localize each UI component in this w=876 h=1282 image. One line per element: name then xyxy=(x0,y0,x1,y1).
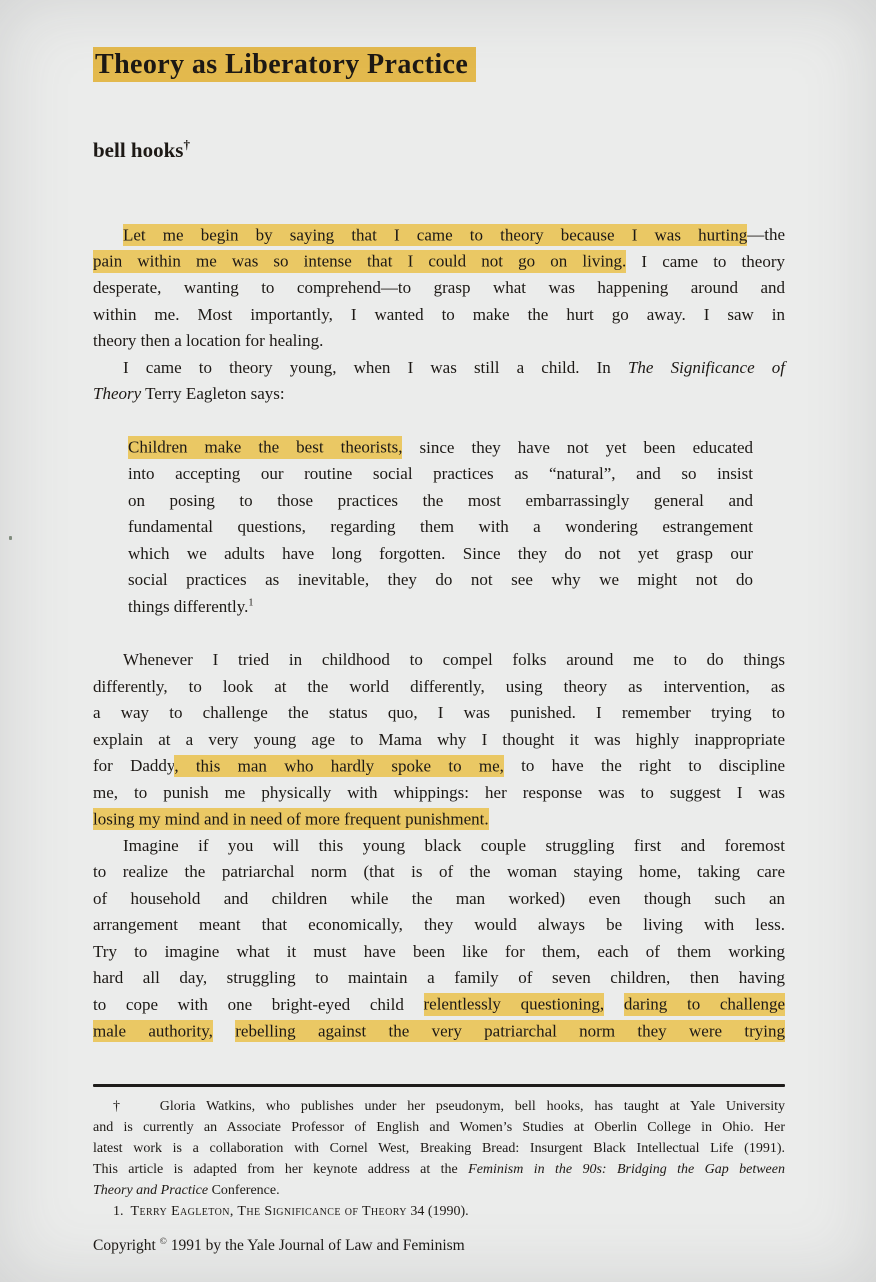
author-line xyxy=(93,131,785,164)
paragraph-2 xyxy=(93,355,785,408)
highlighted-text: relentlessly questioning, xyxy=(423,994,605,1014)
text-line xyxy=(128,594,753,621)
text-line xyxy=(93,833,785,860)
highlighted-text: male authority, xyxy=(93,1021,213,1040)
text-segment: latest work is a collaboration with Cornel West, Breaking Bread: Insurgent Black Intellectual Life (1991). xyxy=(93,1140,785,1156)
text-segment: arrangement meant that economically, they would always be living with less. xyxy=(93,915,785,934)
highlighted-text: losing my mind and in need of more frequent punishment. xyxy=(93,809,489,828)
superscript-marker: © xyxy=(159,1236,167,1247)
text-line xyxy=(93,859,785,886)
text-segment: Conference. xyxy=(208,1182,280,1198)
text-segment: 1. xyxy=(113,1203,131,1219)
article-title xyxy=(93,48,785,81)
text-line xyxy=(128,541,753,568)
highlighted-text: rebelling against the very patriarchal norm they were trying xyxy=(235,1021,785,1040)
text-segment: of household and children while the man worked) even though such an xyxy=(93,888,785,908)
text-segment: since they have not yet been educated xyxy=(402,437,753,457)
text-line xyxy=(93,1159,785,1180)
text-line xyxy=(93,328,785,355)
text-line xyxy=(128,514,753,541)
title-highlight: Theory as Liberatory Practice xyxy=(93,47,476,82)
text-segment: to realize the patriarchal norm (that is of the woman staying home, taking care xyxy=(93,862,785,881)
text-segment: hard all day, struggling to maintain a family of seven children, then having xyxy=(93,968,785,987)
text-segment: fundamental questions, regarding them with a wondering estrangement xyxy=(128,517,753,536)
text-segment xyxy=(213,1021,235,1040)
text-segment: which we adults have long forgotten. Since they do not yet grasp our xyxy=(128,543,753,563)
text-segment: † Gloria Watkins, who publishes under her pseudonym, bell hooks, has taught at Yale University xyxy=(113,1098,785,1114)
text-line xyxy=(93,780,785,807)
text-segment: for Daddy xyxy=(93,756,175,775)
highlighted-text: Let me begin by saying that I came to theory because I was hurting xyxy=(123,225,748,244)
superscript-marker: 1 xyxy=(248,596,254,608)
text-segment: —the xyxy=(747,225,785,244)
text-line xyxy=(128,461,753,488)
paragraph-4 xyxy=(93,833,785,1045)
text-segment: 1991 by the Yale Journal of Law and Feminism xyxy=(166,1236,465,1254)
text-segment: Imagine if you will this young black couple struggling first and foremost xyxy=(123,835,785,855)
text-segment: and is currently an Associate Professor of English and Women’s Studies at Oberlin College in Ohio. Her xyxy=(93,1119,785,1135)
footnote-separator xyxy=(93,1084,785,1087)
text-line xyxy=(93,727,785,754)
text-segment: Try to imagine what it must have been like for them, each of them working xyxy=(93,941,785,961)
text-line xyxy=(93,806,785,833)
text-segment: This article is adapted from her keynote address at the xyxy=(93,1161,469,1177)
text-segment: into accepting our routine social practices as “natural”, and so insist xyxy=(128,464,753,483)
text-line xyxy=(93,700,785,727)
text-line xyxy=(128,567,753,594)
text-segment xyxy=(604,995,624,1014)
text-segment: 34 (1990). xyxy=(406,1203,469,1219)
eagleton-block-quote xyxy=(93,435,785,621)
text-line xyxy=(93,965,785,992)
text-segment: Whenever I tried in childhood to compel folks around me to do things xyxy=(123,650,785,669)
paragraph-3 xyxy=(93,647,785,833)
text-segment: desperate, wanting to comprehend—to grasp what was happening around and xyxy=(93,278,785,297)
text-segment: theory then a location for healing. xyxy=(93,331,324,350)
page-content xyxy=(93,0,785,1256)
copyright-line xyxy=(93,1235,785,1256)
italic-text: The Significance of xyxy=(627,357,785,377)
text-line xyxy=(128,435,753,462)
highlighted-text: , this man who hardly spoke to me, xyxy=(174,756,504,775)
paragraph-1 xyxy=(93,222,785,355)
text-segment: within me. Most importantly, I wanted to make the hurt go away. I saw in xyxy=(93,304,785,324)
text-line xyxy=(93,1096,785,1117)
text-line xyxy=(93,355,785,382)
text-segment: I came to theory young, when I was still a child. In xyxy=(123,357,628,377)
text-line xyxy=(93,753,785,780)
author-name: bell hooks xyxy=(93,138,184,162)
text-line xyxy=(93,1180,785,1201)
text-line xyxy=(128,488,753,515)
text-line xyxy=(93,275,785,302)
text-segment: things differently. xyxy=(128,596,249,616)
text-line xyxy=(93,302,785,329)
italic-text: Feminism in the 90s: Bridging the Gap between xyxy=(468,1161,785,1177)
text-line xyxy=(93,992,785,1019)
text-line xyxy=(93,674,785,701)
highlighted-text: pain within me was so intense that I could not go on living. xyxy=(93,251,627,271)
text-segment: to have the right to discipline xyxy=(503,756,785,775)
text-line xyxy=(93,886,785,913)
text-line xyxy=(93,222,785,249)
footnote-dagger xyxy=(93,1096,785,1201)
scan-speck xyxy=(9,536,12,540)
italic-text: Theory and Practice xyxy=(93,1182,209,1198)
italic-text: Theory xyxy=(93,384,142,403)
text-line xyxy=(93,1018,785,1045)
text-segment: on posing to those practices the most embarrassingly general and xyxy=(128,490,753,510)
text-line xyxy=(93,1235,785,1256)
text-segment: I came to theory xyxy=(626,251,785,271)
text-segment: explain at a very young age to Mama why I thought it was highly inappropriate xyxy=(93,729,785,749)
text-segment: social practices as inevitable, they do not see why we might not do xyxy=(128,570,753,589)
text-segment: differently, to look at the world differently, using theory as intervention, as xyxy=(93,676,785,696)
text-segment: Terry Eagleton says: xyxy=(141,384,285,403)
text-line xyxy=(93,1117,785,1138)
text-line xyxy=(93,912,785,939)
text-line xyxy=(93,381,785,408)
text-line xyxy=(93,1201,785,1222)
text-line xyxy=(93,249,785,276)
author-footnote-marker: † xyxy=(183,137,190,152)
text-segment: a way to challenge the status quo, I was punished. I remember trying to xyxy=(93,703,785,722)
text-line xyxy=(93,939,785,966)
text-segment: me, to punish me physically with whippings: her response was to suggest I was xyxy=(93,782,785,802)
text-segment: to cope with one bright-eyed child xyxy=(93,994,424,1014)
highlighted-text: daring to challenge xyxy=(623,994,786,1014)
highlighted-text: Children make the best theorists, xyxy=(128,437,403,457)
footnote-1 xyxy=(93,1201,785,1222)
smallcaps-text: Terry Eagleton, The Significance of Theory xyxy=(130,1203,407,1219)
text-line xyxy=(93,647,785,674)
text-line xyxy=(93,1138,785,1159)
text-segment: Copyright xyxy=(93,1236,160,1254)
